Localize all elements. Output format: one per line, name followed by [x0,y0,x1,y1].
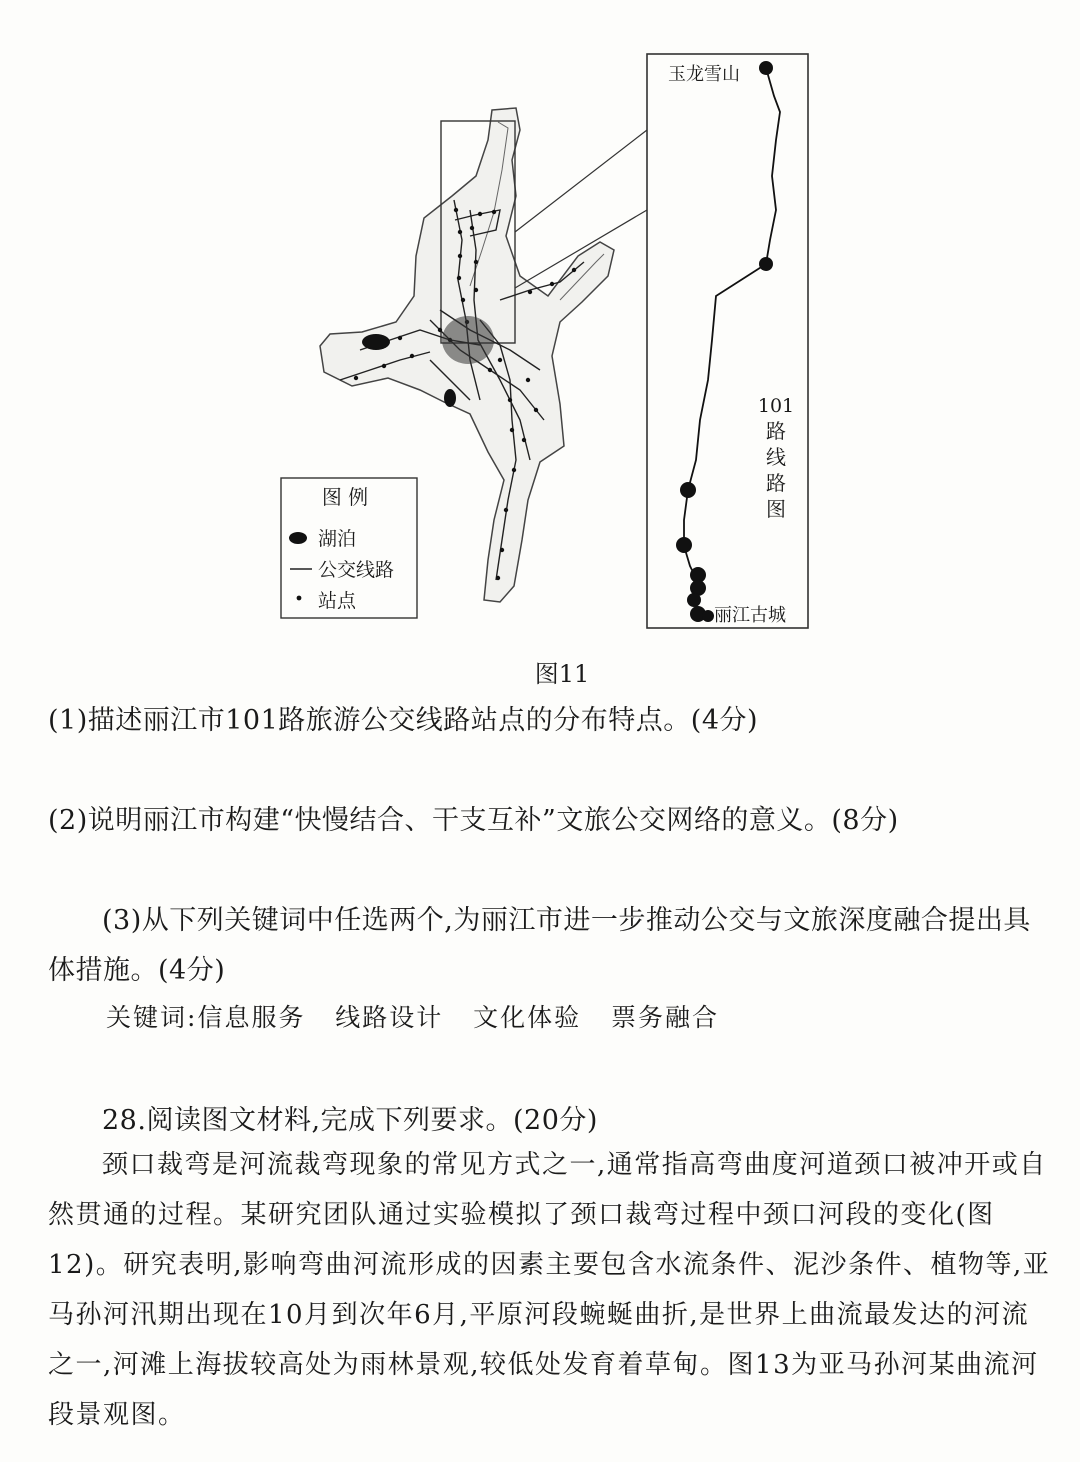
question-1-text: 描述丽江市101路旅游公交线路站点的分布特点。(4分) [87,705,759,736]
route-101-stop [759,61,773,75]
inset-start-label: 玉龙雪山 [668,64,740,85]
question-2 [48,796,1048,846]
question-1-number: (1) [48,705,88,736]
inset-route-number: 101 [757,395,795,417]
inset-route-char: 图 [766,497,786,521]
legend [281,478,417,618]
dot-icon [297,596,302,601]
keyword-item: 线路设计 [335,1003,444,1032]
route-101-stop [687,593,701,607]
problem-28-text: 颈口裁弯是河流裁弯现象的常见方式之一,通常指高弯曲度河道颈口被冲开或自然贯通的过程。某研究团队通过实验模拟了颈口裁弯过程中颈口河段的变化(图12)。研究表明,影响弯曲河流形成的因素主要包含水流条件、泥沙条件、植物等,亚马孙河汛期出现在10月到次年6月,平原河段蜿蜒曲折,是世界上曲流最发达的河流之一,河滩上海拔较高处为雨林景观,较低处发育着草甸。图13为亚马孙河某曲流河段景观图。 [48,1150,1051,1430]
question-3-number: (3) [102,905,142,936]
figure-caption: 图11 [534,660,590,688]
lake-icon [289,532,307,544]
question-2-text: 说明丽江市构建“快慢结合、干支互补”文旅公交网络的意义。(8分) [87,805,899,836]
route-101-stop [676,537,692,553]
route-101-inset [647,54,808,628]
question-3 [48,896,1048,996]
legend-title: 图 例 [321,485,369,509]
inset-route-char: 线 [766,445,786,469]
lake-center [444,389,456,407]
legend-label-stop: 站点 [318,590,357,612]
lake-west [362,334,390,350]
route-101-stop [680,482,696,498]
keywords-label: 关键词: [106,1003,198,1032]
legend-label-line: 公交线路 [318,559,395,581]
question-3-text: 从下列关键词中任选两个,为丽江市进一步推动公交与文旅深度融合提出具体措施。(4分) [48,905,1031,986]
inset-route-char: 路 [766,471,786,495]
keyword-item: 信息服务 [197,1003,306,1032]
inset-route-char: 路 [766,419,786,443]
figure-11 [0,0,1080,640]
keyword-item: 文化体验 [473,1003,582,1032]
problem-28-heading: 28.阅读图文材料,完成下列要求。(20分) [102,1105,598,1136]
question-2-number: (2) [48,805,88,836]
route-101-stop [702,610,714,622]
problem-28-paragraph [48,1140,1054,1440]
route-101-stop [759,257,773,271]
keywords-line [106,998,719,1034]
legend-label-lake: 湖泊 [318,528,357,550]
keyword-item: 票务融合 [611,1003,720,1032]
map-figure [0,0,1080,640]
inset-end-label: 丽江古城 [714,605,786,626]
question-1 [48,696,1048,746]
